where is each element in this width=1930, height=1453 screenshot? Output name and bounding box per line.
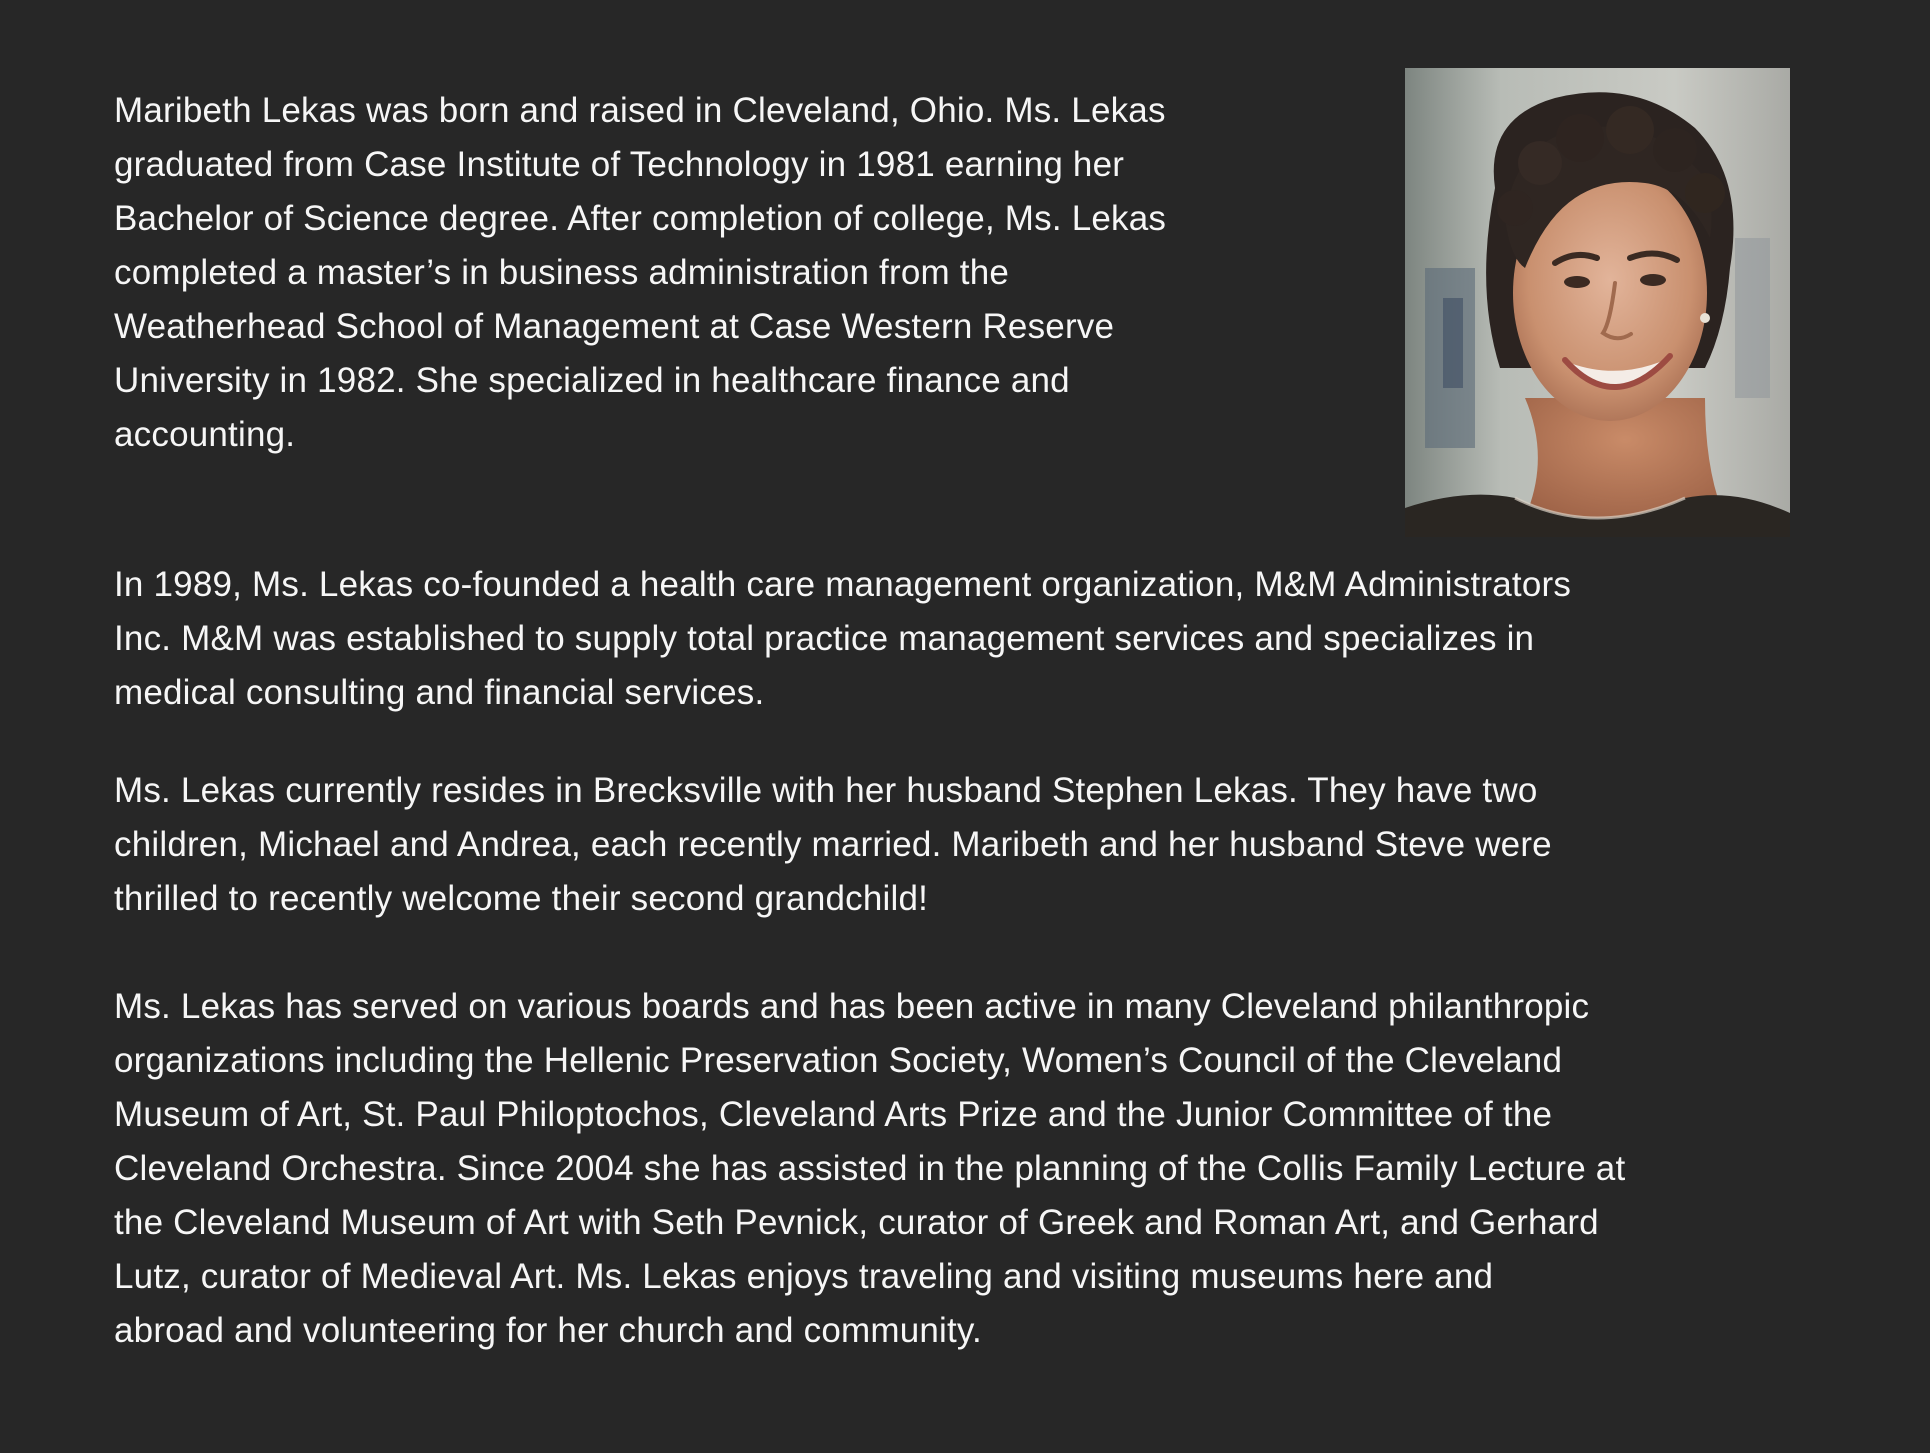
text-line: medical consulting and financial services.	[114, 673, 765, 712]
text-line: graduated from Case Institute of Technology in 1981 earning her	[114, 145, 1125, 184]
text-line: Ms. Lekas has served on various boards and has been active in many Cleveland philanthropic	[114, 987, 1590, 1026]
text-line: the Cleveland Museum of Art with Seth Pevnick, curator of Greek and Roman Art, and Gerhard	[114, 1203, 1599, 1242]
bio-paragraph-education	[114, 84, 1166, 462]
text-line: Maribeth Lekas was born and raised in Cleveland, Ohio. Ms. Lekas	[114, 91, 1166, 130]
text-line: completed a master’s in business administration from the	[114, 253, 1010, 292]
text-line: Cleveland Orchestra. Since 2004 she has assisted in the planning of the Collis Family Lecture at	[114, 1149, 1626, 1188]
bio-paragraph-career	[114, 558, 1571, 720]
text-line: Ms. Lekas currently resides in Brecksville with her husband Stephen Lekas. They have two	[114, 771, 1538, 810]
text-line: thrilled to recently welcome their second grandchild!	[114, 879, 929, 918]
text-line: Weatherhead School of Management at Case Western Reserve	[114, 307, 1115, 346]
text-line: Bachelor of Science degree. After completion of college, Ms. Lekas	[114, 199, 1167, 238]
text-line: children, Michael and Andrea, each recently married. Maribeth and her husband Steve were	[114, 825, 1552, 864]
text-line: Inc. M&M was established to supply total practice management services and specializes in	[114, 619, 1535, 658]
bio-paragraph-philanthropy	[114, 980, 1625, 1358]
text-line: Museum of Art, St. Paul Philoptochos, Cleveland Arts Prize and the Junior Committee of the	[114, 1095, 1553, 1134]
portrait-photo	[1405, 68, 1790, 537]
portrait-photo-icon	[1405, 68, 1790, 537]
text-line: In 1989, Ms. Lekas co-founded a health care management organization, M&M Administrators	[114, 565, 1572, 604]
text-line: organizations including the Hellenic Preservation Society, Women’s Council of the Cleveland	[114, 1041, 1563, 1080]
bio-paragraph-family	[114, 764, 1552, 926]
text-line: University in 1982. She specialized in healthcare finance and	[114, 361, 1070, 400]
text-line: Lutz, curator of Medieval Art. Ms. Lekas enjoys traveling and visiting museums here and	[114, 1257, 1494, 1296]
text-line: abroad and volunteering for her church and community.	[114, 1311, 982, 1350]
text-line: accounting.	[114, 415, 296, 454]
